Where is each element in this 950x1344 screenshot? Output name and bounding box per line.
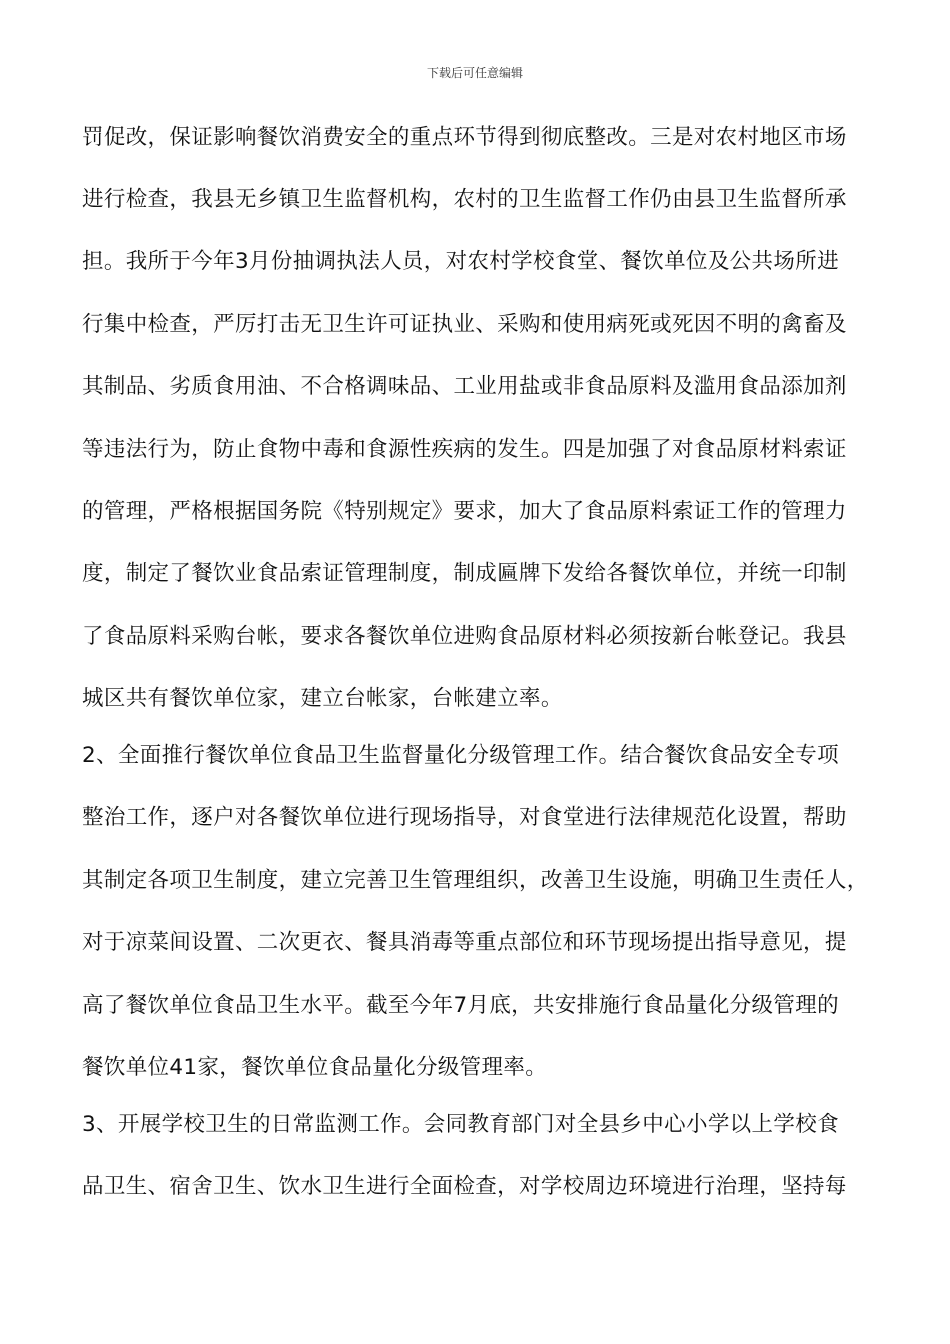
body-line: 餐饮单位41家，餐饮单位食品量化分级管理率。 <box>82 1055 548 1080</box>
body-line: 其制定各项卫生制度，建立完善卫生管理组织，改善卫生设施，明确卫生责任人， <box>82 868 869 893</box>
body-line: 品卫生、宿舍卫生、饮水卫生进行全面检查，对学校周边环境进行治理，坚持每 <box>82 1174 847 1199</box>
body-line: 整治工作，逐户对各餐饮单位进行现场指导，对食堂进行法律规范化设置，帮助 <box>82 805 847 830</box>
body-line: 2、全面推行餐饮单位食品卫生监督量化分级管理工作。结合餐饮食品安全专项 <box>82 743 839 768</box>
body-line: 等违法行为，防止食物中毒和食源性疾病的发生。四是加强了对食品原材料索证 <box>82 437 847 462</box>
body-line: 了食品原料采购台帐，要求各餐饮单位进购食品原材料必须按新台帐登记。我县 <box>82 624 847 649</box>
body-line: 的管理，严格根据国务院《特别规定》要求，加大了食品原料索证工作的管理力 <box>82 499 847 524</box>
body-line: 行集中检查，严厉打击无卫生许可证执业、采购和使用病死或死因不明的禽畜及 <box>82 312 847 337</box>
body-line: 其制品、劣质食用油、不合格调味品、工业用盐或非食品原料及滥用食品添加剂 <box>82 374 847 399</box>
body-line: 城区共有餐饮单位家，建立台帐家，台帐建立率。 <box>82 686 563 711</box>
body-line: 3、开展学校卫生的日常监测工作。会同教育部门对全县乡中心小学以上学校食 <box>82 1112 839 1137</box>
body-line: 罚促改，保证影响餐饮消费安全的重点环节得到彻底整改。三是对农村地区市场 <box>82 125 847 150</box>
body-line: 对于凉菜间设置、二次更衣、餐具消毒等重点部位和环节现场提出指导意见，提 <box>82 930 847 955</box>
body-line: 担。我所于今年3月份抽调执法人员，对农村学校食堂、餐饮单位及公共场所进 <box>82 249 839 274</box>
body-line: 高了餐饮单位食品卫生水平。截至今年7月底，共安排施行食品量化分级管理的 <box>82 993 839 1018</box>
body-line: 度，制定了餐饮业食品索证管理制度，制成匾牌下发给各餐饮单位，并统一印制 <box>82 561 847 586</box>
page-header: 下载后可任意编辑 <box>426 66 523 80</box>
body-line: 进行检查，我县无乡镇卫生监督机构，农村的卫生监督工作仍由县卫生监督所承 <box>82 187 847 212</box>
